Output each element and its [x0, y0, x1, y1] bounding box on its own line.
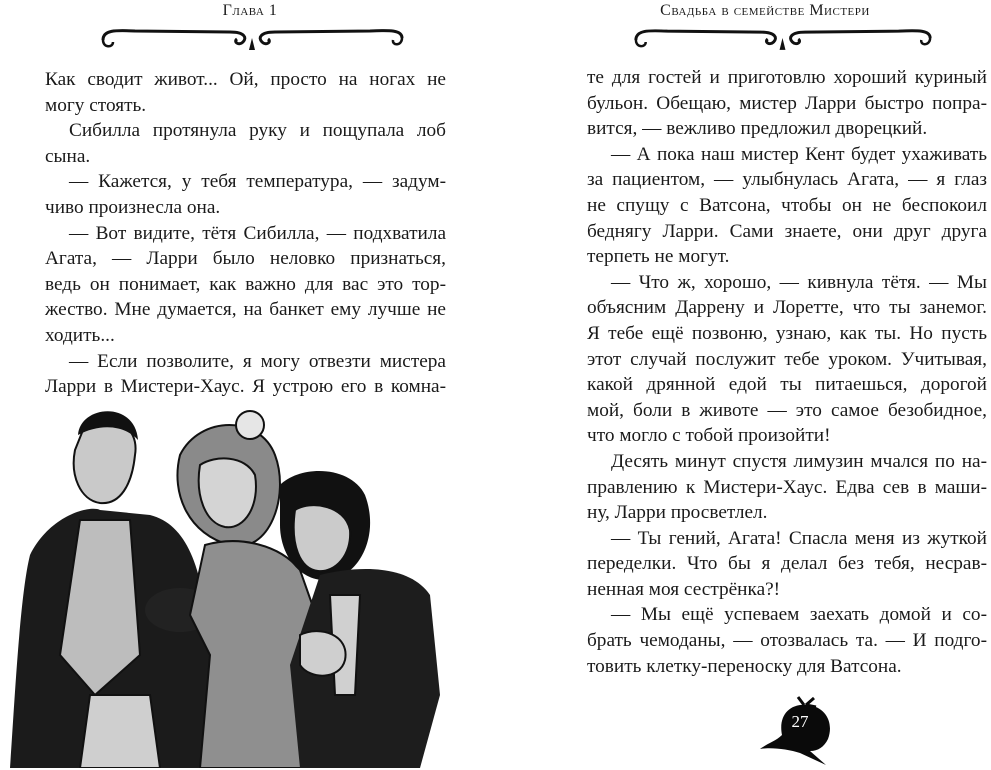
text-line: что могло с тобой произойти!: [587, 425, 831, 447]
illustration-characters: [0, 395, 480, 768]
right-body-text: [587, 65, 987, 679]
text-line: — Кажется, у тебя температура, — задум-: [69, 171, 446, 193]
text-line: — Если позволите, я могу отвезти мистера: [69, 350, 446, 372]
text-line: мой, боли в животе — это самое безобидное,: [587, 399, 987, 421]
left-page: [0, 0, 495, 768]
text-line: ведь он понимает, как важно для вас это тор-: [45, 273, 446, 295]
text-line: — А пока наш мистер Кент будет ухаживать: [611, 143, 987, 165]
text-line: те для гостей и приготовлю хороший куриный: [587, 67, 987, 88]
text-line: ну, Ларри просветлел.: [587, 502, 768, 524]
text-line: вится, — вежливо предложил дворецкий.: [587, 118, 928, 140]
text-line: Агата, — Ларри было неловко признаться,: [45, 248, 446, 270]
text-line: — Ты гений, Агата! Спасла меня из жуткой: [611, 527, 987, 549]
text-line: брать чемоданы, — отозвалась та. — И подго-: [587, 630, 987, 652]
text-line: сына.: [45, 145, 91, 167]
text-line: — Что ж, хорошо, — кивнула тётя. — Мы: [611, 271, 987, 293]
text-line: Ларри в Мистери-Хаус. Я устрою его в комна-: [45, 376, 446, 398]
text-line: правлению к Мистери-Хаус. Едва сев в маши-: [587, 476, 987, 498]
text-line: переделки. Что бы я делал без тебя, несрав-: [587, 553, 987, 575]
page-number: 27: [791, 712, 809, 731]
text-line: бульон. Обещаю, мистер Ларри быстро попра-: [587, 92, 987, 114]
right-page: [495, 0, 991, 768]
running-head-title: Свадьба в семействе Мистери: [660, 2, 870, 19]
left-body-text: [45, 67, 446, 400]
text-line: жество. Мне думается, на банкет ему лучше не: [45, 299, 446, 321]
ornament-divider-icon: [628, 26, 938, 54]
text-line: беднягу Ларри. Сами знаете, они друг друга: [587, 220, 987, 242]
text-line: не спущу с Ватсона, чтобы он не беспокоил: [587, 194, 987, 216]
text-line: этот случай послужит тебе уроком. Учитывая,: [587, 348, 987, 370]
text-line: терпеть не могут.: [587, 246, 730, 268]
text-line: товить клетку-переноску для Ватсона.: [587, 655, 902, 677]
text-line: могу стоять.: [45, 94, 147, 116]
running-head-chapter: Глава 1: [222, 2, 278, 19]
text-line: Как сводит живот... Ой, просто на ногах не: [45, 69, 446, 90]
text-line: — Вот видите, тётя Сибилла, — подхватила: [69, 222, 446, 244]
text-line: ходить...: [45, 324, 115, 346]
text-line: какой дрянной едой ты питаешься, дорогой: [587, 374, 987, 396]
page-number-badge: [760, 695, 840, 770]
text-line: — Мы ещё успеваем заехать домой и со-: [611, 604, 987, 626]
text-line: объясним Даррену и Лоретте, что ты занемог.: [587, 297, 987, 319]
text-line: Десять минут спустя лимузин мчался по на-: [611, 450, 987, 472]
text-line: Я тебе ещё позвоню, узнаю, как ты. Но пусть: [587, 322, 987, 344]
text-line: чиво произнесла она.: [45, 196, 221, 218]
text-line: за пациентом, — улыбнулась Агата, — я глаз: [587, 169, 987, 191]
text-line: Сибилла протянула руку и пощупала лоб: [69, 120, 446, 142]
text-line: ненная моя сестрёнка?!: [587, 578, 781, 600]
ornament-divider-icon: [95, 26, 410, 54]
